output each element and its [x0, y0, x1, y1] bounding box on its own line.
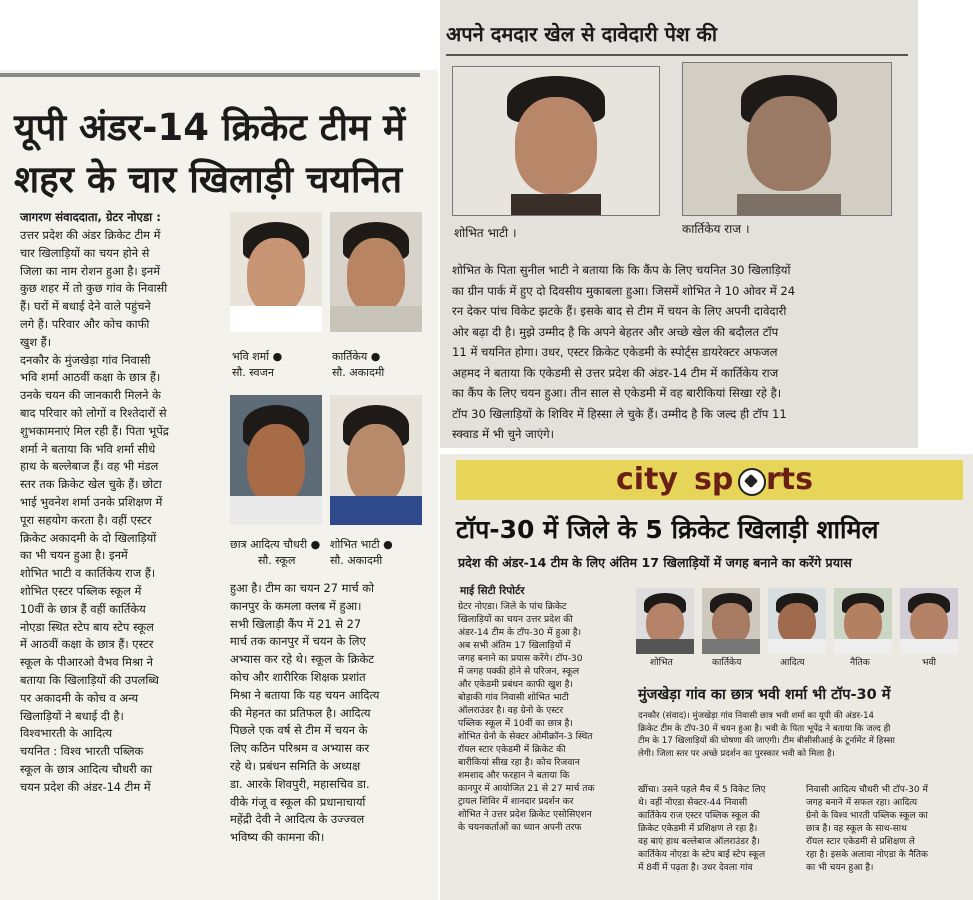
column-2-text: हुआ है। टीम का चयन 27 मार्च को कानपुर के कमला क्लब में हुआ। सभी खिलाड़ी कैंप में 21 से 27 मार्च तक कानपुर में चयन के लिए अभ्यास कर रहे थे। स्कूल के क्रिकेट कोच और शारीरिक शिक्षक प्रशांत मिश्रा ने बताया कि यह चयन आदित्य की मेहनत का प्रतिफल है। आदित्य पिछले एक वर्ष से टीम में चयन के लिए कठिन परिश्रम व अभ्यास कर रहे थे। प्रबंधन समिति के अध्यक्ष डा. आरके शिवपुरी, महासचिव डा. वीके गंजू व स्कूल की प्रधानाचार्या महेंद्री देवी ने आदित्य के उज्ज्वल भविष्य की कामना की। [230, 581, 380, 845]
caption-shobhit-credit: सौ. अकादमी [330, 554, 383, 567]
player-caption-bhavi: भवी [922, 657, 936, 668]
football-icon [738, 468, 766, 496]
city-sports-banner [456, 460, 963, 500]
player-photo-kartikeya [702, 588, 760, 654]
caption-bhavi-name: भवि शर्मा ● [232, 350, 283, 363]
headline: अपने दमदार खेल से दावेदारी पेश की [446, 22, 718, 46]
top-right-article [440, 0, 918, 448]
caption-shobhit-name: शोभित भाटी ● [330, 538, 393, 551]
left-article [0, 70, 438, 900]
article-body: शोभित के पिता सुनील भाटी ने बताया कि कि कैंप के लिए चयनित 30 खिलाड़ियों का ग्रीन पार्क में हुए दो दिवसीय मुकाबला हुआ। जिसमें शोभित ने 10 ओवर में 24 रन देकर पांच विकेट झटके हैं। इसके बाद से टीम में चयन के लिए अपनी दावेदारी ओर बढ़ा दी है। मुझे उम्मीद है कि अपने बेहतर और अच्छे खेल की बदौलत टॉप 11 में चयनित होगा। उधर, एस्टर क्रिकेट एकेडमी के स्पोर्ट्स डायरेक्टर अफजल अहमद ने बताया कि एकेडमी से उत्तर प्रदेश की अंडर-14 टीम में कार्तिकेय राज का कैंप के लिए चयन हुआ। तीन साल से एकेडमी में वह बारीकियां सिखा रहे है। टॉप 30 खिलाड़ियों के शिविर में हिस्सा ले चुके हैं। उम्मीद है कि जल्द ही टॉप 11 स्क्वाड में भी चुने जाएंगे। [452, 263, 796, 441]
photo-shobhit-bhati-large [452, 66, 660, 216]
subheadline: प्रदेश की अंडर-14 टीम के लिए अंतिम 17 खिलाड़ियों में जगह बनाने का करेंगे प्रयास [458, 555, 852, 570]
player-photo-shobhit [636, 588, 694, 654]
caption-aditya-credit: सौ. स्कूल [258, 554, 296, 567]
player-caption-aditya: आदित्य [780, 657, 805, 668]
photo-kartikeya-raj-large [682, 62, 892, 216]
player-caption-kartikeya: कार्तिकेय [712, 657, 742, 668]
sub-headline-bhavi: मुंजखेड़ा गांव का छात्र भवी शर्मा भी टॉप-30 में [638, 687, 891, 703]
column-2-text: खींचा। उसने पहले मैच में 5 विकेट लिए थे। वहीं नोएडा सेक्टर-44 निवासी कार्तिकेय राज एस्टर पब्लिक स्कूल की क्रिकेट एकेडमी में प्रशिक्षण ले रहा है। वह बाएं हाथ बल्लेबाज ऑलराउंडर है। कार्तिकेय नोएडा के स्टेप बाई स्टेप स्कूल में 8वीं में पढ़ता है। उधर देवला गांव [638, 785, 766, 873]
caption-shobhit: शोभित भाटी । [454, 226, 517, 240]
player-photo-aditya [768, 588, 826, 654]
headline-line-2: शहर के चार खिलाड़ी चयनित [14, 158, 403, 201]
city-sports-article [440, 454, 973, 900]
headline-rule [446, 54, 908, 56]
headline-line-1: यूपी अंडर-14 क्रिकेट टीम में [14, 106, 406, 149]
photo-bhavi-sharma [230, 212, 322, 332]
byline: जागरण संवाददाता, ग्रेटर नोएडा : [20, 210, 161, 224]
player-caption-naitik: नैतिक [850, 657, 870, 668]
caption-aditya-name: छात्र आदित्य चौधरी ● [230, 538, 321, 551]
player-photo-naitik [834, 588, 892, 654]
photo-kartikeya [330, 212, 422, 332]
column-3-text: निवासी आदित्य चौधरी भी टॉप-30 में जगह बनाने में सफल रहा। आदित्य ग्रेनो के विश्व भारती पब्लिक स्कूल का छात्र है। वह स्कूल के साथ-साथ रॉयल स्टार एकेडमी से प्रशिक्षण ले रहा है। इसके अलावा नोएडा के नैतिक का भी चयन हुआ है। [806, 785, 928, 873]
caption-kartikeya: कार्तिकेय राज । [682, 222, 750, 236]
column-1-text: उत्तर प्रदेश की अंडर क्रिकेट टीम में चार खिलाड़ियों का चयन होने से जिला का नाम रोशन हुआ है। इनमें कुछ शहर में तो कुछ गांव के निवासी हैं। घरों में बधाई देने वाले पहुंचने लगे हैं। परिवार और कोच काफी खुश हैं। दनकौर के मुंजखेड़ा गांव निवासी भवि शर्मा आठवीं कक्षा के छात्र हैं। उनके चयन की जानकारी मिलने के बाद परिवार को लोगों व रिश्तेदारों से शुभकामनाएं मिल रही हैं। पिता भूपेंद्र शर्मा ने बताया कि भवि शर्मा सीधे हाथ के बल्लेबाज हैं। वह भी मंडल स्तर तक क्रिकेट खेल चुके हैं। छोटा भाई भुवनेश शर्मा उनके प्रशिक्षण में पूरा सहयोग करता है। वहीं एस्टर क्रिकेट अकादमी के दो खिलाड़ियों का भी चयन हुआ है। इनमें शोभित भाटी व कार्तिकेय राज हैं। शोभित एस्टर पब्लिक स्कूल में 10वीं के छात्र हैं वहीं कार्तिकेय नोएडा स्थित स्टेप बाय स्टेप स्कूल में आठवीं कक्षा के छात्र हैं। एस्टर स्कूल के पीआरओ वैभव मिश्रा ने बताया कि खिलाड़ियों की उपलब्धि पर अकादमी के कोच व अन्य खिलाड़ियों ने बधाई दी है। विश्वभारती के आदित्य चयनित : विश्व भारती पब्लिक स्कूल के छात्र आदित्य चौधरी का चयन प्रदेश की अंडर-14 टीम में [20, 228, 169, 794]
caption-kartikeya-credit: सौ. अकादमी [332, 366, 385, 379]
top-rule [0, 73, 420, 77]
banner-city: city [616, 462, 678, 497]
column-1-text: ग्रेटर नोएडा। जिले के पांच क्रिकेट खिलाड़ियों का चयन उत्तर प्रदेश की अंडर-14 टीम के टॉप-30 में हुआ है। अब सभी अंतिम 17 खिलाड़ियों में जगह बनाने का प्रयास करेंगे। टॉप-30 में जगह पक्की होने से परिजन, स्कूल और एकेडमी प्रबंधन काफी खुश है। बोड़ाकी गांव निवासी शोभित भाटी ऑलराउंडर है। वह ग्रेनो के एस्टर पब्लिक स्कूल में 10वीं का छात्र है। शोभित ग्रेनो के सेक्टर ओमीक्रॉन-3 स्थित रॉयल स्टार एकेडमी में क्रिकेट की बारीकियां सीख रहा है। कोच रिजवान शमशाद और फरहान ने बताया कि कानपुर में आयोजित 21 से 27 मार्च तक ट्रायल शिविर में शानदार प्रदर्शन कर शोभित ने उत्तर प्रदेश क्रिकेट एसोसिएशन के चयनकर्ताओं का ध्यान अपनी तरफ [458, 601, 595, 833]
sub-article-text: दनकौर (संवाद)। मुंजखेड़ा गांव निवासी छात्र भवी शर्मा का यूपी की अंडर-14 क्रिकेट टीम के टॉप-30 में चयन हुआ है। भवी के पिता भूपेंद्र ने बताया कि जल्द ही टीम के 17 खिलाड़ियों की घोषणा की जाएगी। टीम बीसीसीआई के टूर्नामेंट में हिस्सा लेगी। जिला स्तर पर अच्छे प्रदर्शन का पुरस्कार भवी को मिला है। [638, 711, 895, 759]
headline: टॉप-30 में जिले के 5 क्रिकेट खिलाड़ी शामिल [456, 515, 879, 544]
photo-aditya-chaudhary [230, 395, 322, 525]
player-caption-shobhit: शोभित [650, 657, 673, 668]
photo-shobhit-bhati [330, 395, 422, 525]
byline: माई सिटी रिपोर्टर [460, 585, 525, 597]
caption-bhavi-credit: सौ. स्वजन [232, 366, 274, 379]
player-photo-bhavi [900, 588, 958, 654]
banner-sports-end: rts [766, 462, 813, 497]
banner-sports-part: sp [694, 462, 734, 497]
caption-kartikeya-name: कार्तिकेय ● [332, 350, 381, 363]
